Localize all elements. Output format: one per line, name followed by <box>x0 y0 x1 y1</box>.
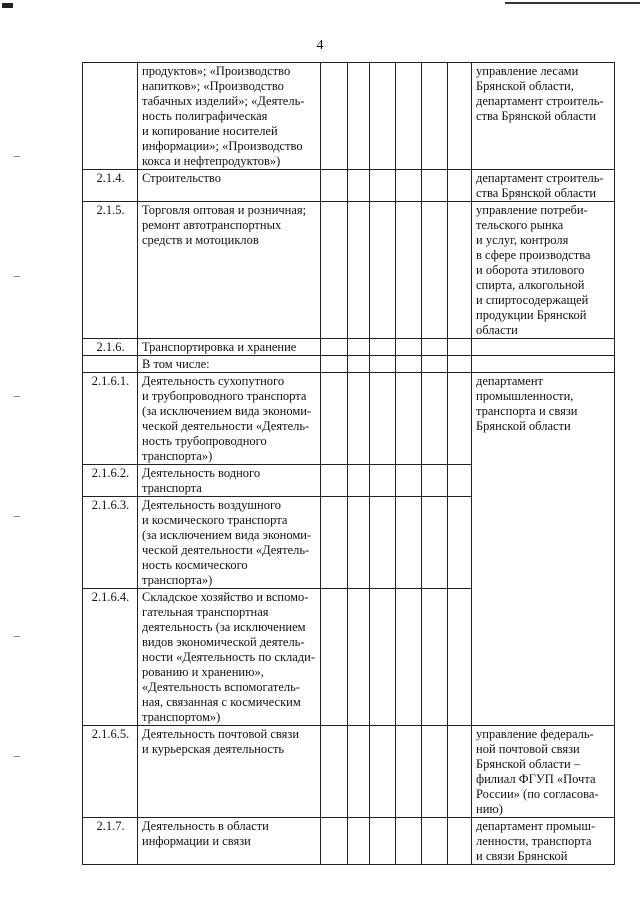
empty-cell <box>370 202 396 339</box>
responsible-body <box>472 339 615 356</box>
empty-cell <box>422 202 448 339</box>
activity-name: продуктов»; «Производство напитков»; «Производство табачных изделий»; «Деятель- ность полиграфическая и копирование носителей информации»; «Производство кокса и нефтепродуктов») <box>138 63 321 170</box>
empty-cell <box>348 339 370 356</box>
empty-cell <box>321 170 348 202</box>
responsible-body: департамент промышленности, транспорта и связи Брянской области <box>472 373 615 726</box>
row-number: 2.1.5. <box>83 202 138 339</box>
empty-cell <box>448 465 472 497</box>
responsible-body: департамент строитель- ства Брянской области <box>472 170 615 202</box>
empty-cell <box>321 373 348 465</box>
binding-tick <box>14 156 20 157</box>
table-row <box>83 726 615 818</box>
empty-cell <box>422 170 448 202</box>
responsible-body: управление лесами Брянской области, департамент строитель- ства Брянской области <box>472 63 615 170</box>
binding-tick <box>14 636 20 637</box>
empty-cell <box>422 818 448 865</box>
empty-cell <box>422 373 448 465</box>
binding-tick <box>14 756 20 757</box>
row-number: 2.1.6.1. <box>83 373 138 465</box>
empty-cell <box>448 589 472 726</box>
empty-cell <box>448 63 472 170</box>
empty-cell <box>396 202 422 339</box>
table-row <box>83 339 615 356</box>
row-number: 2.1.6.5. <box>83 726 138 818</box>
scan-corner-mark <box>2 3 13 8</box>
empty-cell <box>370 63 396 170</box>
page-number: 4 <box>316 38 324 53</box>
empty-cell <box>448 373 472 465</box>
activity-name: В том числе: <box>138 356 321 373</box>
empty-cell <box>422 339 448 356</box>
responsibility-table <box>82 62 615 865</box>
row-number: 2.1.6. <box>83 339 138 356</box>
activity-name: Деятельность почтовой связи и курьерская деятельность <box>138 726 321 818</box>
empty-cell <box>321 818 348 865</box>
activity-name: Деятельность воздушного и космического транспорта (за исключением вида экономи- ческой деятельности «Деятель- ность космического транспорта») <box>138 497 321 589</box>
binding-tick <box>14 396 20 397</box>
empty-cell <box>422 63 448 170</box>
scan-top-rule <box>505 2 640 4</box>
empty-cell <box>348 726 370 818</box>
responsible-body: департамент промыш- ленности, транспорта и связи Брянской <box>472 818 615 865</box>
empty-cell <box>370 818 396 865</box>
table-row <box>83 63 615 170</box>
empty-cell <box>448 818 472 865</box>
row-number: 2.1.7. <box>83 818 138 865</box>
empty-cell <box>321 63 348 170</box>
empty-cell <box>348 818 370 865</box>
empty-cell <box>321 202 348 339</box>
empty-cell <box>348 373 370 465</box>
empty-cell <box>348 63 370 170</box>
row-number: 2.1.6.4. <box>83 589 138 726</box>
empty-cell <box>396 170 422 202</box>
table-row <box>83 373 615 465</box>
empty-cell <box>348 202 370 339</box>
row-number: 2.1.6.3. <box>83 497 138 589</box>
empty-cell <box>396 589 422 726</box>
empty-cell <box>348 589 370 726</box>
responsible-body: управление потреби- тельского рынка и услуг, контроля в сфере производства и оборота этилового спирта, алкогольной и спиртосодержащей продукции Брянской области <box>472 202 615 339</box>
empty-cell <box>348 170 370 202</box>
empty-cell <box>448 356 472 373</box>
table-row <box>83 356 615 373</box>
row-number: 2.1.6.2. <box>83 465 138 497</box>
empty-cell <box>396 356 422 373</box>
empty-cell <box>321 339 348 356</box>
empty-cell <box>321 465 348 497</box>
empty-cell <box>422 465 448 497</box>
empty-cell <box>396 465 422 497</box>
empty-cell <box>396 818 422 865</box>
activity-name: Деятельность в области информации и связи <box>138 818 321 865</box>
empty-cell <box>348 465 370 497</box>
empty-cell <box>396 373 422 465</box>
empty-cell <box>396 497 422 589</box>
empty-cell <box>422 726 448 818</box>
empty-cell <box>448 202 472 339</box>
empty-cell <box>321 589 348 726</box>
empty-cell <box>370 373 396 465</box>
responsible-body <box>472 356 615 373</box>
empty-cell <box>370 356 396 373</box>
row-number <box>83 356 138 373</box>
activity-name: Складское хозяйство и вспомо- гательная транспортная деятельность (за исключением видов экономической деятель- ности «Деятельность по склади- рованию и хранению», «Деятельность вспомогатель- ная, связанная с космическим транспортом») <box>138 589 321 726</box>
activity-name: Строительство <box>138 170 321 202</box>
empty-cell <box>396 726 422 818</box>
activity-name: Транспортировка и хранение <box>138 339 321 356</box>
binding-tick <box>14 516 20 517</box>
table-row <box>83 170 615 202</box>
empty-cell <box>348 497 370 589</box>
empty-cell <box>321 356 348 373</box>
row-number <box>83 63 138 170</box>
activity-name: Торговля оптовая и розничная; ремонт автотранспортных средств и мотоциклов <box>138 202 321 339</box>
empty-cell <box>422 356 448 373</box>
empty-cell <box>321 497 348 589</box>
empty-cell <box>448 497 472 589</box>
empty-cell <box>370 170 396 202</box>
row-number: 2.1.4. <box>83 170 138 202</box>
empty-cell <box>448 170 472 202</box>
empty-cell <box>422 497 448 589</box>
empty-cell <box>370 465 396 497</box>
empty-cell <box>448 726 472 818</box>
binding-tick <box>14 276 20 277</box>
responsible-body: управление федераль- ной почтовой связи Брянской области – филиал ФГУП «Почта России» (по согласова- нию) <box>472 726 615 818</box>
activity-name: Деятельность сухопутного и трубопроводного транспорта (за исключением вида экономи- ческой деятельности «Деятель- ность трубопроводного транспорта») <box>138 373 321 465</box>
empty-cell <box>348 356 370 373</box>
empty-cell <box>396 63 422 170</box>
table-row <box>83 202 615 339</box>
empty-cell <box>422 589 448 726</box>
empty-cell <box>370 589 396 726</box>
empty-cell <box>321 726 348 818</box>
empty-cell <box>370 726 396 818</box>
table-row <box>83 818 615 865</box>
empty-cell <box>370 339 396 356</box>
empty-cell <box>448 339 472 356</box>
activity-name: Деятельность водного транспорта <box>138 465 321 497</box>
empty-cell <box>396 339 422 356</box>
empty-cell <box>370 497 396 589</box>
